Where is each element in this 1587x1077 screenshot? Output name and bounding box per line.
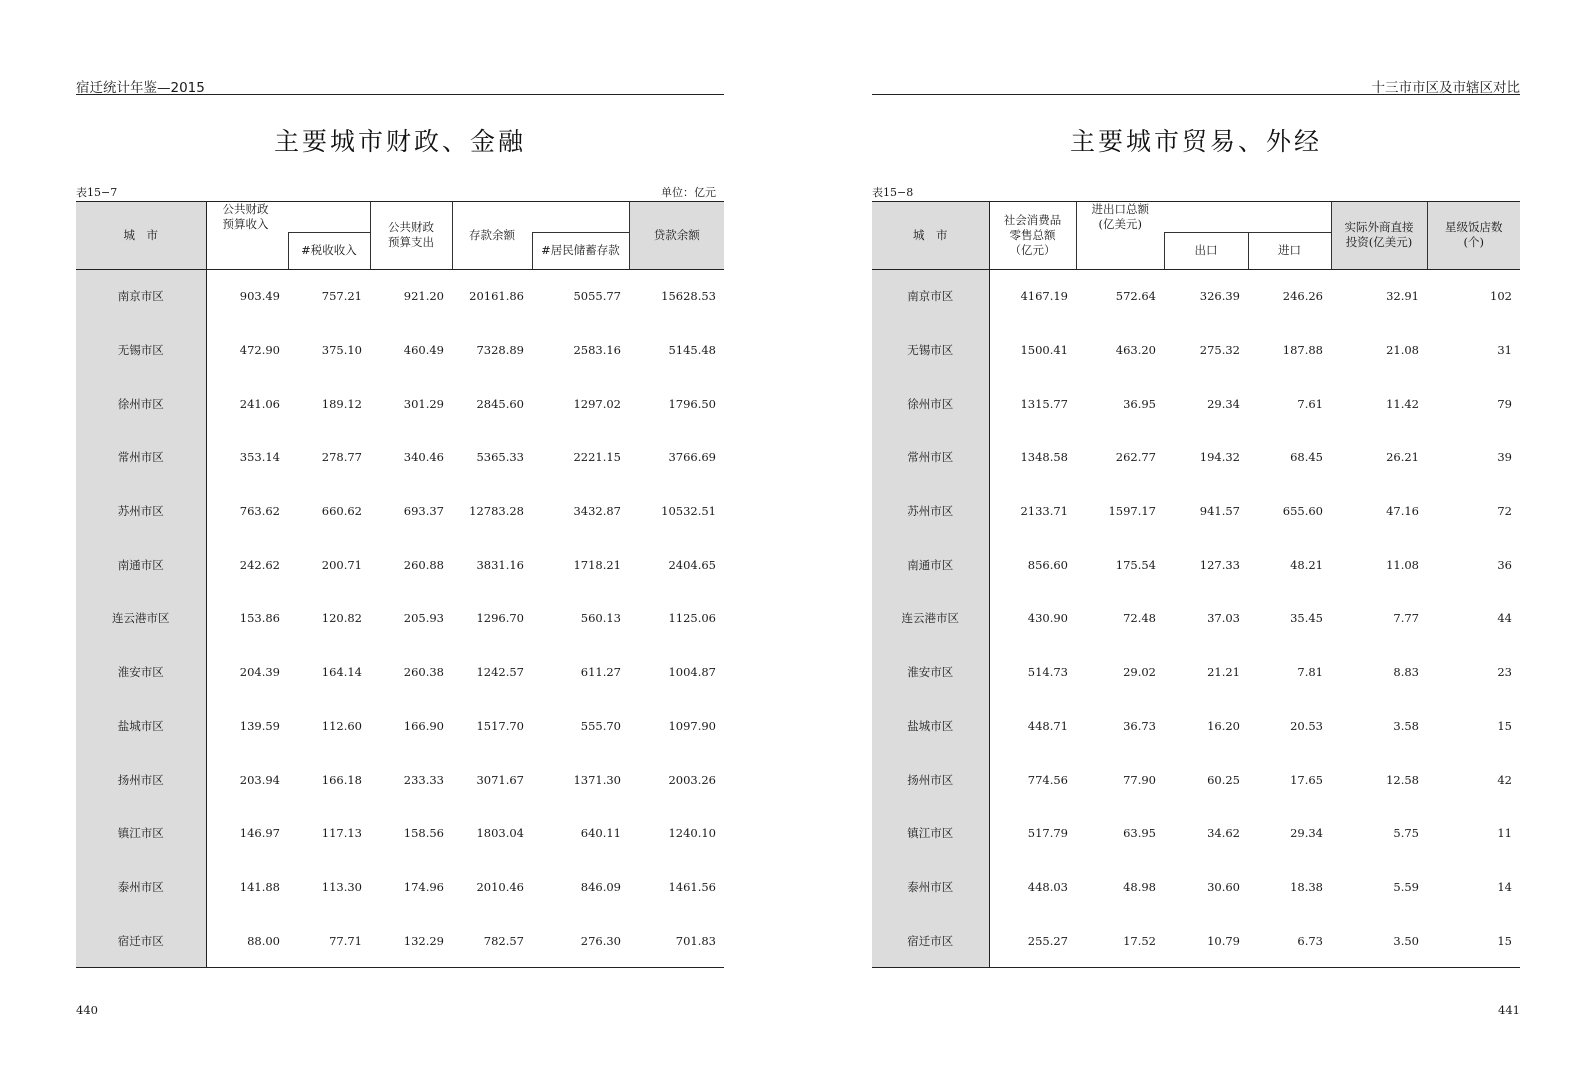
value-cell: 260.38	[403, 665, 444, 680]
value-cell: 514.73	[1027, 665, 1068, 680]
value-cell: 3071.67	[476, 772, 524, 787]
value-cell: 1348.58	[1020, 450, 1068, 465]
value-cell: 88.00	[206, 914, 288, 968]
header-loan: 贷款余额	[629, 202, 724, 270]
page-title-left: 主要城市财政、金融	[273, 127, 526, 156]
city-cell: 盐城市区	[872, 699, 989, 753]
value-cell: 301.29	[403, 396, 444, 411]
table-row	[76, 592, 724, 646]
value-cell: 32.91	[1386, 289, 1419, 304]
value-cell: 262.77	[1115, 450, 1156, 465]
value-cell: 21.21	[1207, 665, 1240, 680]
city-cell: 盐城市区	[76, 699, 206, 753]
value-cell: 275.32	[1199, 343, 1240, 358]
value-cell: 3.50	[1331, 914, 1427, 968]
value-cell: 23	[1497, 665, 1512, 680]
header-deposit-cont	[532, 202, 629, 233]
value-cell: 763.62	[239, 504, 280, 519]
table-row	[872, 269, 1520, 323]
value-cell: 7.77	[1393, 611, 1419, 626]
value-cell: 42	[1497, 772, 1512, 787]
value-cell: 200.71	[321, 557, 362, 572]
value-cell: 72.48	[1123, 611, 1156, 626]
city-cell: 宿迁市区	[872, 914, 989, 968]
value-cell: 260.88	[403, 557, 444, 572]
city-cell: 扬州市区	[872, 753, 989, 807]
value-cell: 31	[1497, 343, 1512, 358]
value-cell: 12.58	[1386, 772, 1419, 787]
value-cell: 1296.70	[476, 611, 524, 626]
header-expenditure: 公共财政 预算支出	[370, 202, 452, 270]
value-cell: 20.53	[1290, 718, 1323, 733]
header-trade-cont	[1164, 202, 1331, 233]
value-cell: 2221.15	[573, 450, 621, 465]
value-cell: 26.21	[1386, 450, 1419, 465]
value-cell: 36.95	[1123, 396, 1156, 411]
table-row	[872, 538, 1520, 592]
value-cell: 2404.65	[668, 557, 716, 572]
value-cell: 757.21	[321, 289, 362, 304]
value-cell: 463.20	[1115, 343, 1156, 358]
header-trade: 进出口总额 (亿美元)	[1076, 202, 1164, 233]
city-cell: 苏州市区	[76, 484, 206, 538]
table-unit-left: 单位：亿元	[661, 186, 716, 199]
value-cell: 2845.60	[476, 396, 524, 411]
value-cell: 120.82	[321, 611, 362, 626]
value-cell: 48.21	[1290, 557, 1323, 572]
value-cell: 611.27	[580, 665, 621, 680]
value-cell: 113.30	[321, 879, 362, 894]
value-cell: 117.13	[321, 826, 362, 841]
value-cell: 205.93	[403, 611, 444, 626]
value-cell: 139.59	[239, 718, 280, 733]
value-cell: 430.90	[1027, 611, 1068, 626]
header-city-right: 城 市	[872, 202, 989, 270]
value-cell: 340.46	[403, 450, 444, 465]
value-cell: 11.42	[1386, 396, 1419, 411]
header-fdi: 实际外商直接 投资(亿美元)	[1331, 202, 1427, 270]
value-cell: 1517.70	[476, 718, 524, 733]
value-cell: 1315.77	[1020, 396, 1068, 411]
value-cell: 29.34	[1207, 396, 1240, 411]
value-cell: 153.86	[239, 611, 280, 626]
value-cell: 241.06	[239, 396, 280, 411]
header-revenue: 公共财政 预算收入	[206, 202, 288, 233]
value-cell: 1240.10	[668, 826, 716, 841]
value-cell: 846.09	[580, 879, 621, 894]
value-cell: 448.03	[1027, 879, 1068, 894]
value-cell: 1125.06	[668, 611, 716, 626]
running-head-right: 十三市市区及市辖区对比	[872, 76, 1520, 95]
value-cell: 3432.87	[573, 504, 621, 519]
value-cell: 517.79	[1027, 826, 1068, 841]
value-cell: 3831.16	[476, 557, 524, 572]
value-cell: 3.58	[1393, 718, 1419, 733]
header-export: 出口	[1164, 232, 1248, 269]
value-cell: 18.38	[1290, 879, 1323, 894]
city-cell: 连云港市区	[76, 592, 206, 646]
table-row	[872, 592, 1520, 646]
value-cell: 1796.50	[668, 396, 716, 411]
value-cell: 194.32	[1199, 450, 1240, 465]
value-cell: 655.60	[1282, 504, 1323, 519]
value-cell: 472.90	[239, 343, 280, 358]
value-cell: 36	[1497, 557, 1512, 572]
running-head-left: 宿迁统计年鉴—2015	[76, 76, 724, 95]
value-cell: 30.60	[1207, 879, 1240, 894]
value-cell: 68.45	[1290, 450, 1323, 465]
value-cell: 921.20	[403, 289, 444, 304]
value-cell: 158.56	[403, 826, 444, 841]
value-cell: 856.60	[1027, 557, 1068, 572]
trade-table	[872, 201, 1520, 968]
right-page	[872, 0, 1520, 1077]
value-cell: 37.03	[1207, 611, 1240, 626]
city-cell: 连云港市区	[872, 592, 989, 646]
value-cell: 560.13	[580, 611, 621, 626]
value-cell: 39	[1497, 450, 1512, 465]
value-cell: 941.57	[1199, 504, 1240, 519]
value-cell: 166.18	[321, 772, 362, 787]
city-cell: 南京市区	[872, 269, 989, 323]
city-cell: 宿迁市区	[76, 914, 206, 968]
city-cell: 南通市区	[872, 538, 989, 592]
value-cell: 36.73	[1123, 718, 1156, 733]
value-cell: 555.70	[580, 718, 621, 733]
header-household: #居民储蓄存款	[532, 232, 629, 269]
page-number-left: 440	[76, 1003, 98, 1017]
value-cell: 189.12	[321, 396, 362, 411]
city-cell: 常州市区	[872, 431, 989, 485]
value-cell: 141.88	[239, 879, 280, 894]
value-cell: 8.83	[1393, 665, 1419, 680]
table-row	[872, 377, 1520, 431]
value-cell: 353.14	[239, 450, 280, 465]
value-cell: 375.10	[321, 343, 362, 358]
value-cell: 204.39	[239, 665, 280, 680]
value-cell: 460.49	[403, 343, 444, 358]
value-cell: 7.81	[1297, 665, 1323, 680]
city-cell: 淮安市区	[872, 645, 989, 699]
value-cell: 1097.90	[668, 718, 716, 733]
value-cell: 203.94	[239, 772, 280, 787]
value-cell: 255.27	[989, 914, 1076, 968]
value-cell: 1297.02	[573, 396, 621, 411]
value-cell: 127.33	[1199, 557, 1240, 572]
value-cell: 1597.17	[1108, 504, 1156, 519]
table-row	[76, 699, 724, 753]
value-cell: 1500.41	[1020, 343, 1068, 358]
value-cell: 2583.16	[573, 343, 621, 358]
value-cell: 1371.30	[573, 772, 621, 787]
city-cell: 泰州市区	[76, 860, 206, 914]
table-row	[872, 914, 1520, 968]
value-cell: 11.08	[1386, 557, 1419, 572]
city-cell: 徐州市区	[872, 377, 989, 431]
city-cell: 苏州市区	[872, 484, 989, 538]
value-cell: 278.77	[321, 450, 362, 465]
value-cell: 276.30	[532, 914, 629, 968]
finance-table	[76, 201, 724, 968]
header-tax: #税收收入	[288, 232, 370, 269]
value-cell: 187.88	[1282, 343, 1323, 358]
value-cell: 47.16	[1386, 504, 1419, 519]
header-city: 城 市	[76, 202, 206, 270]
value-cell: 1718.21	[573, 557, 621, 572]
value-cell: 1004.87	[668, 665, 716, 680]
header-trade-blank	[1076, 232, 1164, 269]
value-cell: 5.59	[1393, 879, 1419, 894]
value-cell: 5055.77	[573, 289, 621, 304]
value-cell: 1803.04	[476, 826, 524, 841]
value-cell: 782.57	[452, 914, 532, 968]
value-cell: 77.90	[1123, 772, 1156, 787]
value-cell: 35.45	[1290, 611, 1323, 626]
table-row	[76, 753, 724, 807]
table-row	[872, 645, 1520, 699]
value-cell: 72	[1497, 504, 1512, 519]
value-cell: 44	[1497, 611, 1512, 626]
header-retail: 社会消费品 零售总额 （亿元）	[989, 202, 1076, 270]
value-cell: 17.65	[1290, 772, 1323, 787]
header-revenue-cont	[288, 202, 370, 233]
value-cell: 693.37	[403, 504, 444, 519]
value-cell: 20161.86	[469, 289, 524, 304]
value-cell: 164.14	[321, 665, 362, 680]
table-row	[76, 323, 724, 377]
table-row	[872, 753, 1520, 807]
value-cell: 79	[1497, 396, 1512, 411]
value-cell: 15	[1497, 718, 1512, 733]
value-cell: 14	[1497, 879, 1512, 894]
value-cell: 15	[1427, 914, 1520, 968]
value-cell: 112.60	[321, 718, 362, 733]
value-cell: 572.64	[1115, 289, 1156, 304]
table-row	[872, 484, 1520, 538]
value-cell: 6.73	[1248, 914, 1331, 968]
left-page	[76, 0, 724, 1077]
table-row	[76, 860, 724, 914]
value-cell: 77.71	[288, 914, 370, 968]
table-row	[76, 914, 724, 968]
page-number-right: 441	[1498, 1003, 1520, 1017]
city-cell: 南京市区	[76, 269, 206, 323]
table-row	[872, 323, 1520, 377]
page-title-right: 主要城市贸易、外经	[1069, 127, 1322, 156]
value-cell: 4167.19	[1020, 289, 1068, 304]
header-import: 进口	[1248, 232, 1331, 269]
value-cell: 2003.26	[668, 772, 716, 787]
value-cell: 63.95	[1123, 826, 1156, 841]
value-cell: 5365.33	[476, 450, 524, 465]
city-cell: 徐州市区	[76, 377, 206, 431]
value-cell: 15628.53	[661, 289, 716, 304]
table-number-left: 表15−7	[76, 186, 118, 199]
city-cell: 镇江市区	[872, 806, 989, 860]
table-row	[872, 806, 1520, 860]
city-cell: 南通市区	[76, 538, 206, 592]
value-cell: 448.71	[1027, 718, 1068, 733]
value-cell: 102	[1490, 289, 1512, 304]
table-row	[872, 860, 1520, 914]
table-row	[872, 699, 1520, 753]
value-cell: 48.98	[1123, 879, 1156, 894]
header-hotels: 星级饭店数 (个)	[1427, 202, 1520, 270]
value-cell: 1461.56	[668, 879, 716, 894]
value-cell: 660.62	[321, 504, 362, 519]
table-row	[76, 645, 724, 699]
city-cell: 泰州市区	[872, 860, 989, 914]
value-cell: 7.61	[1297, 396, 1323, 411]
header-deposit: 存款余额	[452, 202, 532, 270]
value-cell: 10.79	[1164, 914, 1248, 968]
table-row	[76, 538, 724, 592]
value-cell: 10532.51	[661, 504, 716, 519]
city-cell: 无锡市区	[76, 323, 206, 377]
value-cell: 175.54	[1115, 557, 1156, 572]
value-cell: 701.83	[629, 914, 724, 968]
value-cell: 166.90	[403, 718, 444, 733]
value-cell: 326.39	[1199, 289, 1240, 304]
value-cell: 34.62	[1207, 826, 1240, 841]
city-cell: 常州市区	[76, 431, 206, 485]
city-cell: 扬州市区	[76, 753, 206, 807]
value-cell: 146.97	[239, 826, 280, 841]
value-cell: 640.11	[580, 826, 621, 841]
city-cell: 无锡市区	[872, 323, 989, 377]
table-row	[76, 806, 724, 860]
table-row	[76, 377, 724, 431]
table-row	[76, 431, 724, 485]
value-cell: 2010.46	[476, 879, 524, 894]
table-row	[76, 269, 724, 323]
value-cell: 132.29	[370, 914, 452, 968]
value-cell: 903.49	[239, 289, 280, 304]
value-cell: 17.52	[1076, 914, 1164, 968]
value-cell: 174.96	[403, 879, 444, 894]
value-cell: 60.25	[1207, 772, 1240, 787]
table-row	[872, 431, 1520, 485]
value-cell: 29.34	[1290, 826, 1323, 841]
city-cell: 镇江市区	[76, 806, 206, 860]
table-number-right: 表15−8	[872, 186, 914, 199]
value-cell: 16.20	[1207, 718, 1240, 733]
value-cell: 246.26	[1282, 289, 1323, 304]
value-cell: 11	[1497, 826, 1512, 841]
value-cell: 2133.71	[1020, 504, 1068, 519]
value-cell: 29.02	[1123, 665, 1156, 680]
value-cell: 3766.69	[668, 450, 716, 465]
value-cell: 242.62	[239, 557, 280, 572]
table-row	[76, 484, 724, 538]
header-revenue-blank	[206, 232, 288, 269]
value-cell: 233.33	[403, 772, 444, 787]
value-cell: 5.75	[1393, 826, 1419, 841]
value-cell: 1242.57	[476, 665, 524, 680]
value-cell: 7328.89	[476, 343, 524, 358]
city-cell: 淮安市区	[76, 645, 206, 699]
value-cell: 5145.48	[668, 343, 716, 358]
value-cell: 12783.28	[469, 504, 524, 519]
value-cell: 774.56	[1027, 772, 1068, 787]
value-cell: 21.08	[1386, 343, 1419, 358]
